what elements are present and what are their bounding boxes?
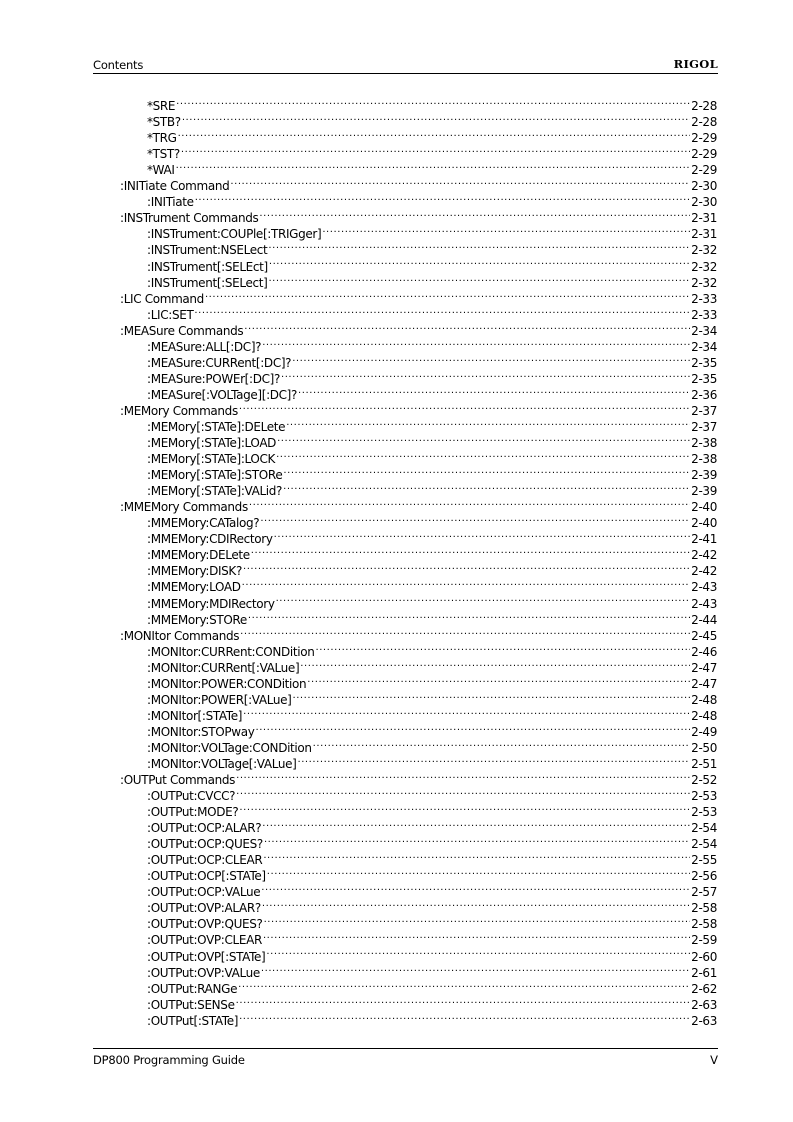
- toc-dot-leader: [268, 238, 690, 254]
- toc-dot-leader: [243, 704, 690, 720]
- page-header: [93, 57, 718, 74]
- toc-dot-leader: [266, 944, 690, 960]
- toc-entry-page: 2-43: [691, 580, 717, 595]
- toc-entry-title: :OUTPut:OVP:ALAR?: [147, 901, 261, 916]
- toc-entry[interactable]: [0, 961, 717, 980]
- toc-entry[interactable]: [0, 271, 717, 290]
- toc-entry[interactable]: [0, 993, 717, 1012]
- toc-entry-page: 2-41: [691, 532, 717, 547]
- toc-entry-title: *SRE: [147, 99, 176, 114]
- toc-entry-page: 2-54: [691, 821, 717, 836]
- toc-entry-title: :MONItor:POWER:CONDition: [147, 676, 307, 691]
- toc-entry-title: :INSTrument[:SELect]: [147, 275, 268, 290]
- toc-entry-page: 2-56: [691, 869, 717, 884]
- toc-entry-page: 2-35: [691, 355, 717, 370]
- toc-entry[interactable]: [0, 656, 717, 675]
- toc-entry[interactable]: [0, 238, 717, 258]
- toc-entry-title: *WAI: [147, 163, 175, 178]
- toc-entry[interactable]: [0, 816, 717, 836]
- toc-entry-title: :MEASure Commands: [120, 323, 244, 338]
- toc-entry-title: :MEMory[:STATe]:STORe: [147, 468, 283, 483]
- toc-entry-page: 2-37: [691, 419, 717, 434]
- toc-entry-page: 2-60: [691, 949, 717, 964]
- toc-dot-leader: [230, 174, 690, 190]
- toc-entry[interactable]: [0, 832, 717, 852]
- toc-entry-title: *TRG: [147, 131, 177, 146]
- toc-entry[interactable]: [0, 142, 717, 162]
- toc-dot-leader: [276, 447, 690, 463]
- toc-entry-page: 2-31: [691, 227, 717, 242]
- toc-dot-leader: [194, 303, 690, 319]
- toc-entry-page: 2-40: [691, 516, 717, 531]
- toc-entry[interactable]: [0, 254, 717, 274]
- toc-dot-leader: [267, 864, 690, 880]
- toc-entry-title: :MONItor:VOLTage:CONDition: [147, 740, 312, 755]
- toc-entry-title: :MONItor:CURRent[:VALue]: [147, 660, 300, 675]
- toc-entry-title: :INSTrument[:SELEct]: [147, 259, 268, 274]
- toc-entry-title: :MONItor:VOLTage[:VALue]: [147, 756, 297, 771]
- toc-entry-title: :OUTPut:RANGe: [147, 981, 238, 996]
- toc-entry-page: 2-34: [691, 339, 717, 354]
- toc-dot-leader: [263, 848, 690, 864]
- toc-dot-leader: [274, 527, 691, 543]
- footer-document-title: DP800 Programming Guide: [93, 1053, 245, 1067]
- toc-dot-leader: [286, 415, 690, 431]
- toc-entry-page: 2-45: [691, 628, 717, 643]
- toc-entry[interactable]: [0, 848, 717, 868]
- toc-entry-title: :MEASure:CURRent[:DC]?: [147, 355, 292, 370]
- toc-entry-title: :OUTPut:OCP:VALue: [147, 885, 261, 900]
- toc-entry-page: 2-63: [691, 997, 717, 1012]
- toc-entry[interactable]: [0, 752, 717, 771]
- toc-entry-title: :OUTPut Commands: [120, 773, 236, 788]
- toc-dot-leader: [251, 543, 690, 559]
- toc-entry[interactable]: [0, 736, 717, 755]
- toc-entry-title: :INSTrument:NSELect: [147, 243, 268, 258]
- toc-entry[interactable]: [0, 94, 717, 114]
- toc-entry-title: :MONItor:STOPway: [147, 724, 255, 739]
- toc-entry-page: 2-28: [691, 99, 717, 114]
- toc-entry-page: 2-43: [691, 596, 717, 611]
- toc-entry[interactable]: [0, 190, 717, 210]
- toc-dot-leader: [300, 656, 690, 672]
- toc-entry-page: 2-38: [691, 452, 717, 467]
- toc-dot-leader: [178, 126, 691, 142]
- toc-entry-title: :MEASure:ALL[:DC]?: [147, 339, 262, 354]
- toc-dot-leader: [236, 993, 691, 1009]
- toc-entry[interactable]: [0, 944, 717, 964]
- toc-entry-title: :INSTrument:COUPle[:TRIGger]: [147, 227, 322, 242]
- toc-entry-page: 2-44: [691, 612, 717, 627]
- toc-dot-leader: [292, 351, 690, 367]
- toc-entry-title: :OUTPut:CVCC?: [147, 789, 236, 804]
- toc-entry-page: 2-38: [691, 436, 717, 451]
- toc-dot-leader: [261, 880, 690, 896]
- toc-entry-page: 2-54: [691, 837, 717, 852]
- footer-page-number: V: [710, 1053, 718, 1067]
- toc-entry-title: :MEMory[:STATe]:DELete: [147, 419, 286, 434]
- toc-entry[interactable]: [0, 463, 717, 483]
- toc-dot-leader: [276, 591, 691, 607]
- toc-entry-title: :OUTPut[:STATe]: [147, 1013, 239, 1028]
- toc-dot-leader: [315, 640, 690, 656]
- toc-entry-page: 2-33: [691, 291, 717, 306]
- toc-entry-page: 2-59: [691, 933, 717, 948]
- toc-entry-title: :MMEMory:LOAD: [147, 580, 241, 595]
- toc-entry[interactable]: [0, 367, 717, 386]
- brand-logo-text: RIGOL: [673, 57, 718, 71]
- toc-dot-leader: [236, 784, 690, 800]
- toc-entry-page: 2-42: [691, 548, 717, 563]
- toc-entry-title: :LIC Command: [120, 291, 204, 306]
- toc-entry-title: :OUTPut:OCP[:STATe]: [147, 869, 266, 884]
- toc-entry-page: 2-36: [691, 387, 717, 402]
- toc-entry-page: 2-32: [691, 259, 717, 274]
- toc-entry-title: :OUTPut:OCP:CLEAR: [147, 853, 263, 868]
- toc-entry[interactable]: [0, 383, 717, 402]
- toc-entry[interactable]: [0, 559, 717, 579]
- toc-entry-page: 2-62: [691, 981, 717, 996]
- toc-entry-title: :MMEMory:MDIRectory: [147, 596, 275, 611]
- toc-dot-leader: [262, 896, 690, 912]
- toc-entry-page: 2-46: [691, 644, 717, 659]
- toc-dot-leader: [244, 319, 690, 335]
- toc-dot-leader: [181, 142, 690, 158]
- toc-entry-title: :MMEMory Commands: [120, 500, 248, 515]
- toc-entry[interactable]: [0, 399, 717, 418]
- toc-entry[interactable]: [0, 319, 717, 338]
- toc-dot-leader: [298, 383, 690, 399]
- toc-entry-page: 2-53: [691, 789, 717, 804]
- toc-entry-title: :MEMory Commands: [120, 403, 238, 418]
- toc-dot-leader: [239, 399, 690, 415]
- toc-dot-leader: [243, 559, 690, 575]
- toc-entry[interactable]: [0, 511, 717, 531]
- toc-entry[interactable]: [0, 303, 717, 322]
- toc-entry-page: 2-48: [691, 708, 717, 723]
- toc-entry[interactable]: [0, 351, 717, 370]
- toc-dot-leader: [322, 222, 690, 238]
- toc-dot-leader: [238, 977, 690, 993]
- toc-entry-page: 2-34: [691, 323, 717, 338]
- toc-entry-title: :LIC:SET: [147, 307, 194, 322]
- toc-entry[interactable]: [0, 447, 717, 467]
- toc-dot-leader: [248, 608, 690, 624]
- toc-entry[interactable]: [0, 688, 717, 707]
- toc-entry[interactable]: [0, 800, 717, 820]
- toc-entry-page: 2-58: [691, 917, 717, 932]
- toc-dot-leader: [239, 1009, 690, 1025]
- toc-entry[interactable]: [0, 640, 717, 659]
- toc-entry-page: 2-55: [691, 853, 717, 868]
- toc-dot-leader: [176, 94, 690, 110]
- toc-dot-leader: [263, 928, 690, 944]
- toc-entry-title: :OUTPut:OVP[:STATe]: [147, 949, 266, 964]
- toc-entry[interactable]: [0, 431, 717, 451]
- toc-entry[interactable]: [0, 720, 717, 739]
- toc-entry-page: 2-32: [691, 243, 717, 258]
- toc-entry-page: 2-35: [691, 371, 717, 386]
- toc-entry-page: 2-39: [691, 484, 717, 499]
- toc-entry[interactable]: [0, 591, 717, 611]
- toc-entry-page: 2-52: [691, 773, 717, 788]
- toc-dot-leader: [264, 912, 691, 928]
- toc-dot-leader: [313, 736, 691, 752]
- toc-entry-title: :INSTrument Commands: [120, 211, 259, 226]
- toc-dot-leader: [176, 158, 691, 174]
- toc-entry-title: :OUTPut:OCP:QUES?: [147, 837, 263, 852]
- toc-entry[interactable]: [0, 768, 717, 788]
- toc-entry[interactable]: [0, 287, 717, 306]
- toc-entry-page: 2-61: [691, 965, 717, 980]
- toc-entry-title: :MEASure:POWEr[:DC]?: [147, 371, 280, 386]
- toc-entry-title: :MMEMory:CATalog?: [147, 516, 260, 531]
- toc-entry-title: :MMEMory:CDIRectory: [147, 532, 273, 547]
- toc-entry-page: 2-47: [691, 660, 717, 675]
- toc-entry-page: 2-39: [691, 468, 717, 483]
- toc-entry-page: 2-31: [691, 211, 717, 226]
- toc-entry-title: :MMEMory:STORe: [147, 612, 247, 627]
- toc-entry[interactable]: [0, 624, 717, 643]
- toc-entry-title: :MONItor:POWER[:VALue]: [147, 692, 292, 707]
- toc-dot-leader: [283, 479, 690, 495]
- toc-dot-leader: [259, 206, 690, 222]
- toc-entry[interactable]: [0, 864, 717, 884]
- toc-entry[interactable]: [0, 158, 717, 178]
- toc-entry-page: 2-32: [691, 275, 717, 290]
- toc-dot-leader: [283, 463, 690, 479]
- toc-dot-leader: [297, 752, 690, 768]
- toc-entry-title: :OUTPut:OVP:VALue: [147, 965, 260, 980]
- toc-entry-page: 2-47: [691, 676, 717, 691]
- toc-entry[interactable]: [0, 880, 717, 900]
- toc-entry-title: :OUTPut:MODE?: [147, 805, 239, 820]
- toc-entry[interactable]: [0, 672, 717, 691]
- toc-dot-leader: [239, 800, 690, 816]
- toc-entry[interactable]: [0, 608, 717, 627]
- page-footer: [93, 1048, 718, 1067]
- header-section-title: Contents: [93, 58, 144, 72]
- toc-entry-page: 2-57: [691, 885, 717, 900]
- toc-dot-leader: [262, 335, 690, 351]
- toc-entry-title: :MONItor[:STATe]: [147, 708, 243, 723]
- toc-entry[interactable]: [0, 479, 717, 499]
- toc-entry[interactable]: [0, 495, 717, 515]
- toc-entry-title: :OUTPut:OVP:QUES?: [147, 917, 263, 932]
- toc-dot-leader: [195, 190, 690, 206]
- toc-dot-leader: [268, 271, 690, 287]
- toc-entry-page: 2-58: [691, 901, 717, 916]
- toc-dot-leader: [240, 624, 690, 640]
- toc-entry[interactable]: [0, 126, 717, 146]
- toc-entry-title: :MMEMory:DELete: [147, 548, 250, 563]
- toc-entry[interactable]: [0, 704, 717, 723]
- table-of-contents: [0, 94, 793, 1028]
- toc-entry[interactable]: [0, 784, 717, 804]
- toc-entry-page: 2-33: [691, 307, 717, 322]
- toc-dot-leader: [281, 367, 690, 383]
- toc-entry-page: 2-29: [691, 163, 717, 178]
- toc-entry[interactable]: [0, 174, 717, 194]
- toc-dot-leader: [236, 768, 690, 784]
- toc-entry-page: 2-37: [691, 403, 717, 418]
- toc-entry[interactable]: [0, 912, 717, 932]
- toc-dot-leader: [269, 254, 690, 270]
- toc-entry-title: :MONItor Commands: [120, 628, 240, 643]
- toc-entry-page: 2-49: [691, 724, 717, 739]
- toc-entry[interactable]: [0, 977, 717, 996]
- toc-entry-title: :MEMory[:STATe]:LOCK: [147, 452, 276, 467]
- toc-entry[interactable]: [0, 928, 717, 948]
- toc-dot-leader: [182, 110, 690, 126]
- toc-entry-title: :MEASure[:VOLTage][:DC]?: [147, 387, 298, 402]
- toc-entry[interactable]: [0, 543, 717, 563]
- toc-entry-page: 2-51: [691, 756, 717, 771]
- toc-entry-page: 2-48: [691, 692, 717, 707]
- toc-dot-leader: [205, 287, 690, 303]
- toc-entry-title: :OUTPut:SENSe: [147, 997, 235, 1012]
- toc-entry-title: :OUTPut:OVP:CLEAR: [147, 933, 262, 948]
- toc-entry-page: 2-42: [691, 564, 717, 579]
- toc-dot-leader: [277, 431, 690, 447]
- toc-entry-title: :OUTPut:OCP:ALAR?: [147, 821, 262, 836]
- toc-entry-page: 2-40: [691, 500, 717, 515]
- toc-entry[interactable]: [0, 1009, 717, 1028]
- toc-entry-title: *TST?: [147, 147, 180, 162]
- toc-entry-page: 2-50: [691, 740, 717, 755]
- toc-entry[interactable]: [0, 415, 717, 434]
- toc-entry-page: 2-28: [691, 115, 717, 130]
- toc-entry-title: :MEMory[:STATe]:VALid?: [147, 484, 283, 499]
- toc-entry-title: :MEMory[:STATe]:LOAD: [147, 436, 277, 451]
- toc-entry[interactable]: [0, 335, 717, 354]
- toc-entry-title: :INITiate: [147, 195, 194, 210]
- toc-entry-page: 2-30: [691, 179, 717, 194]
- toc-dot-leader: [249, 495, 690, 511]
- toc-dot-leader: [255, 720, 690, 736]
- toc-entry-page: 2-29: [691, 131, 717, 146]
- toc-entry-page: 2-30: [691, 195, 717, 210]
- toc-entry-page: 2-63: [691, 1013, 717, 1028]
- toc-entry-page: 2-29: [691, 147, 717, 162]
- toc-entry[interactable]: [0, 222, 717, 242]
- toc-entry[interactable]: [0, 110, 717, 130]
- toc-entry[interactable]: [0, 206, 717, 226]
- toc-entry-title: :MONItor:CURRent:CONDition: [147, 644, 315, 659]
- toc-entry[interactable]: [0, 896, 717, 916]
- toc-entry-title: *STB?: [147, 115, 181, 130]
- toc-dot-leader: [260, 511, 690, 527]
- toc-dot-leader: [292, 688, 690, 704]
- toc-dot-leader: [262, 816, 690, 832]
- toc-entry-title: :INITiate Command: [120, 179, 230, 194]
- toc-dot-leader: [264, 832, 690, 848]
- toc-dot-leader: [242, 575, 691, 591]
- toc-entry-title: :MMEMory:DISK?: [147, 564, 242, 579]
- toc-entry[interactable]: [0, 575, 717, 595]
- toc-dot-leader: [261, 961, 690, 977]
- toc-entry[interactable]: [0, 527, 717, 547]
- toc-entry-page: 2-53: [691, 805, 717, 820]
- toc-dot-leader: [307, 672, 690, 688]
